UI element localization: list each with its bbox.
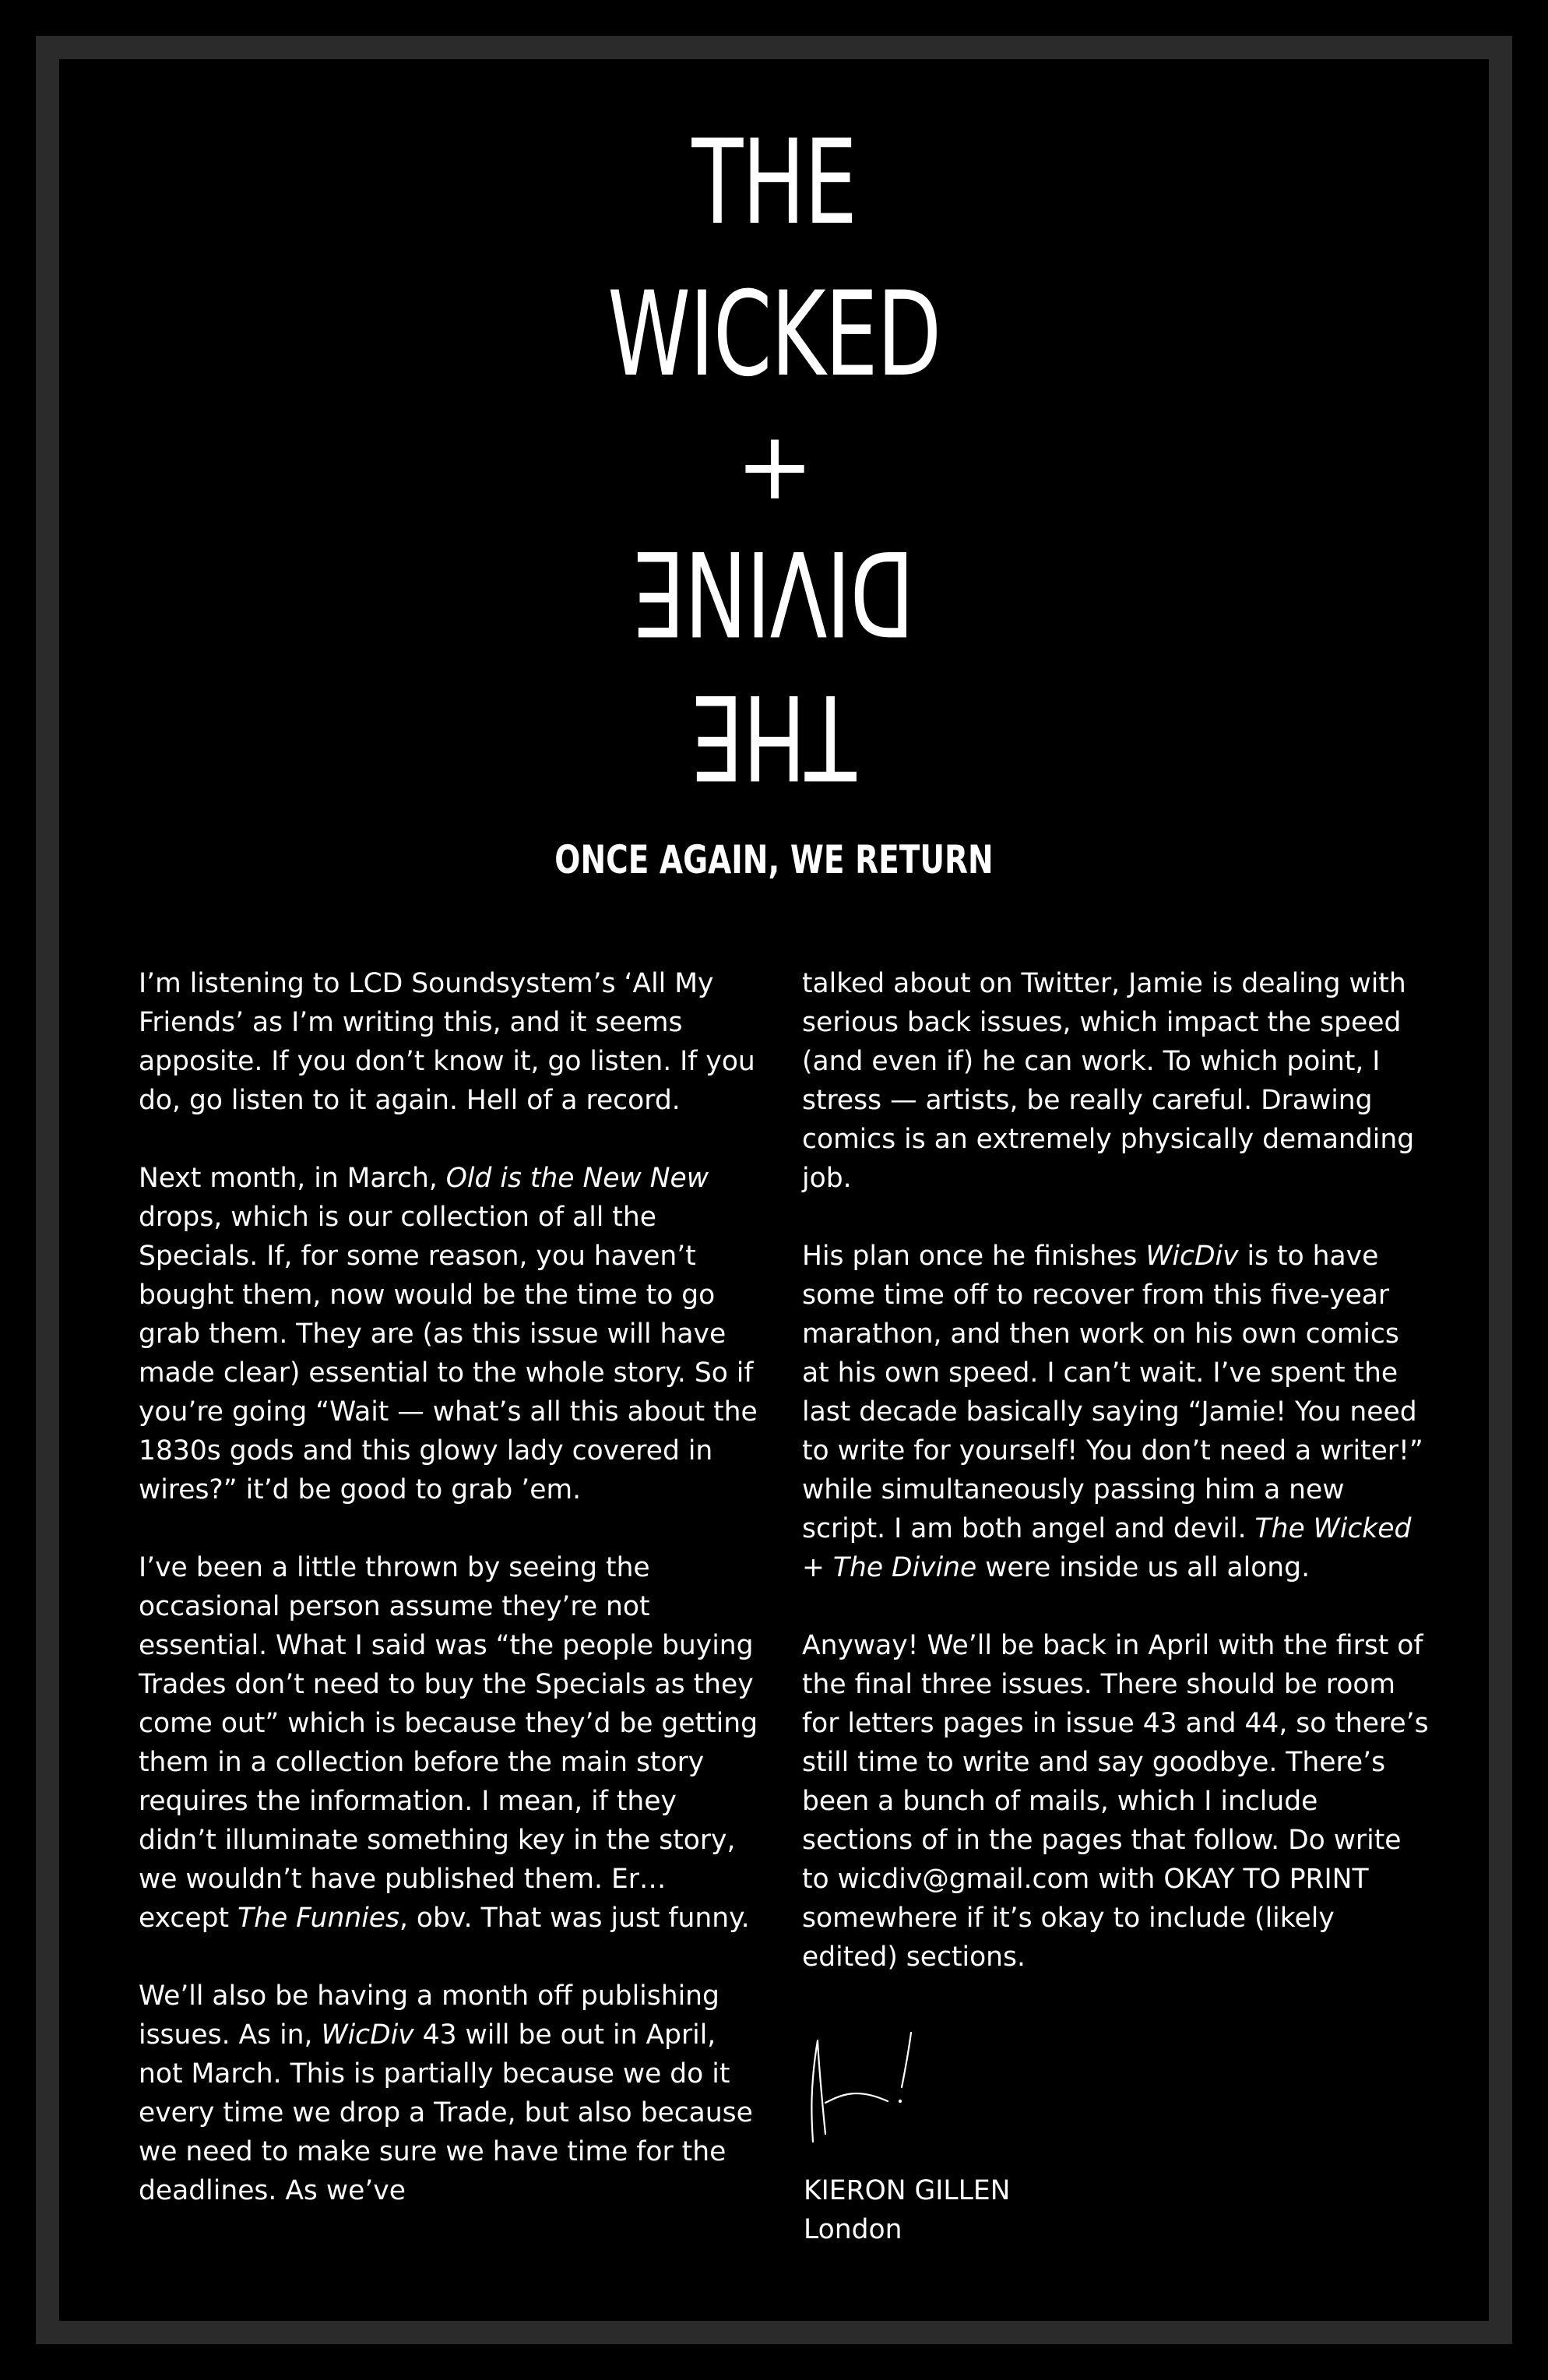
right-paragraph-3: Anyway! We’ll be back in April with the first of the final three issues. There should be room for letters pages in issue 43 and 44, so there’s still time to write and say goodbye. There’s been a bunch of mails, which I include sections of in the pages that follow. Do write to wicdiv@gmail.com with OKAY TO PRINT somewhere if it’s okay to include (likely edited) sections.: [802, 1630, 1429, 1973]
logo-text-plus: +: [735, 413, 813, 521]
logo-text-wicked: WICKED: [607, 267, 941, 403]
right-paragraph-1: talked about on Twitter, Jamie is dealing with serious back issues, which impact the speed (and even if) he can work. To which point, I stress — artists, be really careful. Drawing comics is an extremely physically demanding job.: [802, 968, 1415, 1194]
subtitle: ONCE AGAIN, WE RETURN: [554, 837, 994, 882]
logo-line-the-inverted: [0, 668, 1548, 804]
left-paragraph-3: I’ve been a little thrown by seeing the occasional person assume they’re not essential. What I said was “the people buying Trades don’t need to buy the Specials as they come out” which is because they’d be getting them in a collection before the main story requires the information. I mean, if they didn’t illuminate something key in the story, we wouldn’t have published them. Er… except The Funnies, obv. That was just funny.: [139, 1552, 758, 1934]
logo-line-divine: [0, 524, 1548, 660]
logo-text-the-inverted: THE: [691, 668, 857, 804]
left-paragraph-2: Next month, in March, Old is the New New drops, which is our collection of all the Specials. If, for some reason, you haven’t bought them, now would be the time to go grab them. They are (as this issue will have made clear) essential to the whole story. So if you’re going “Wait — what’s all this about the 1830s gods and this glowy lady covered in wires?” it’d be good to grab ’em.: [139, 1163, 758, 1505]
author-name: KIERON GILLEN: [804, 2175, 1011, 2206]
logo-line-the: [0, 115, 1548, 251]
signoff: [804, 2171, 1010, 2249]
left-paragraph-4: We’ll also be having a month off publishing issues. As in, WicDiv 43 will be out in April, not March. This is partially because we do it every time we drop a Trade, but also because we need to make sure we have time for the deadlines. As we’ve: [139, 1980, 753, 2206]
logo-line-wicked: [0, 267, 1548, 403]
signature-icon: [802, 2025, 927, 2149]
logo-text-divine-inverted: DIVINE: [633, 524, 915, 660]
left-column: [139, 964, 762, 2249]
left-paragraph-1: I’m listening to LCD Soundsystem’s ‘All My Friends’ as I’m writing this, and it seems apposite. If you don’t know it, go listen. If you do, go listen to it again. Hell of a record.: [139, 968, 755, 1116]
author-location: London: [804, 2214, 902, 2245]
right-column: [802, 964, 1433, 2016]
right-paragraph-2: His plan once he finishes WicDiv is to have some time off to recover from this five-year marathon, and then work on his own comics at his own speed. I can’t wait. I’ve spent the last decade basically saying “Jamie! You need to write for yourself! You don’t need a writer!” while simultaneously passing him a new script. I am both angel and devil. The Wicked + The Divine were inside us all along.: [802, 1241, 1423, 1583]
logo-line-plus: [0, 413, 1548, 521]
logo-text-the: THE: [691, 115, 857, 251]
